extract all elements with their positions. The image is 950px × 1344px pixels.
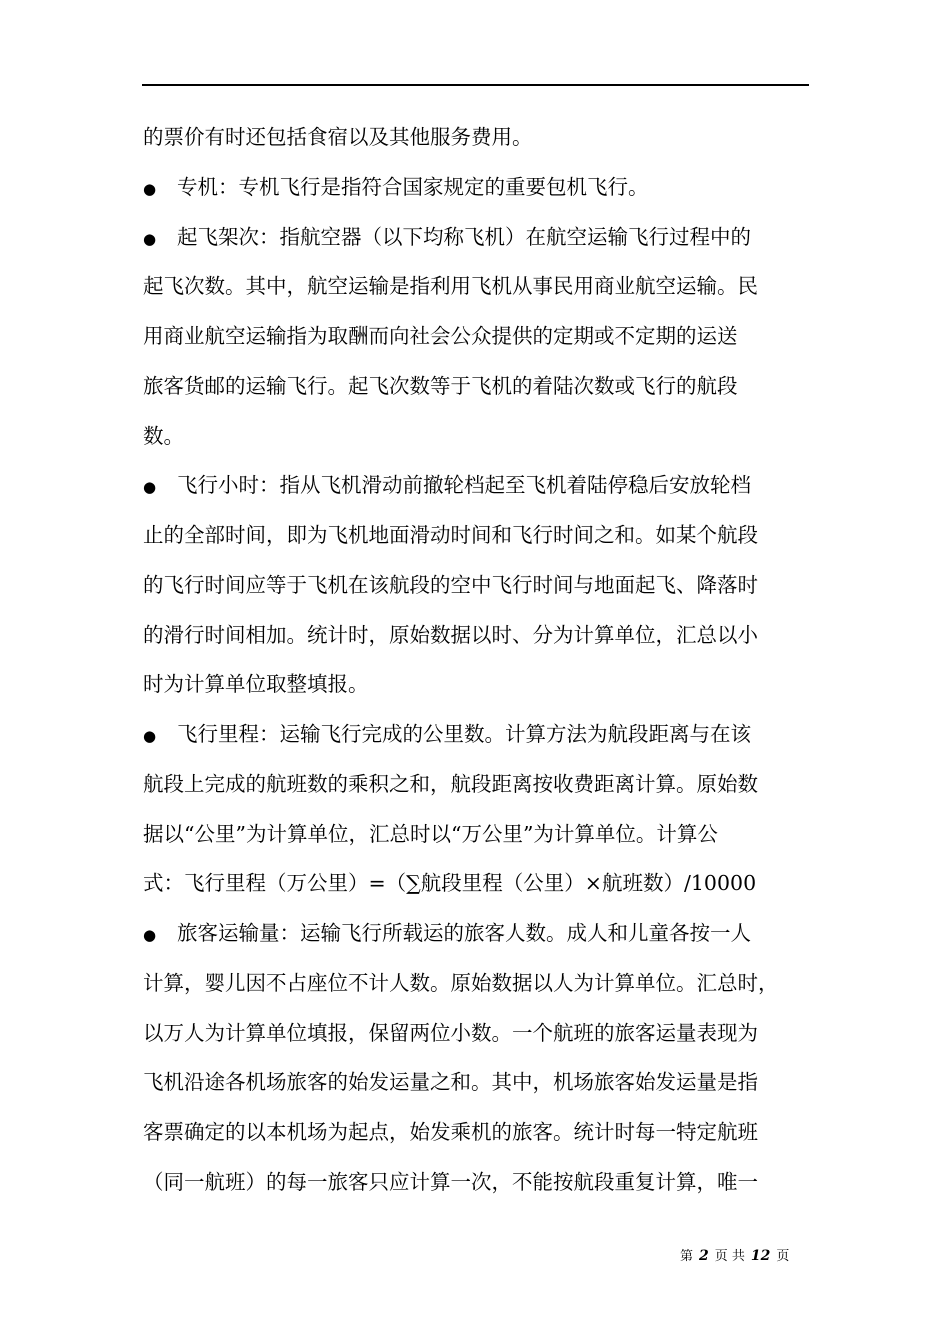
text-line: 旅客货邮的运输飞行。起飞次数等于飞机的着陆次数或飞行的航段 [143,373,738,398]
text-line: 计算，婴儿因不占座位不计人数。原始数据以人为计算单位。汇总时， [143,970,779,995]
bullet-icon: ● [143,926,157,944]
text-line: 据以“公里”为计算单位，汇总时以“万公里”为计算单位。计算公 [143,821,718,846]
bullet-item-text: 旅客运输量：运输飞行所载运的旅客人数。成人和儿童各按一人 [177,921,751,945]
bullet-icon: ● [143,478,157,497]
text-line: 飞机沿途各机场旅客的始发运量之和。其中，机场旅客始发运量是指 [143,1070,758,1095]
bullet-item-text: 飞行小时：指从飞机滑动前撤轮档起至飞机着陆停稳后安放轮档 [177,473,751,498]
text-line: 以万人为计算单位填报，保留两位小数。一个航班的旅客运量表现为 [143,1020,758,1045]
bullet-item [143,163,809,213]
document-body [143,113,809,1208]
page-footer [680,1245,810,1267]
text-line: 航段上完成的航班数的乘积之和，航段距离按收费距离计算。原始数 [143,771,758,796]
footer-middle: 页 共 [714,1249,745,1264]
footer-suffix: 页 [776,1249,790,1264]
bullet-item [143,213,809,263]
bullet-item-text: 专机：专机飞行是指符合国家规定的重要包机飞行。 [177,174,649,199]
bullet-item [143,710,809,760]
bullet-icon: ● [143,727,157,745]
text-line: 的票价有时还包括食宿以及其他服务费用。 [143,125,533,149]
current-page-number: 2 [699,1248,709,1264]
bullet-icon: ● [143,229,157,248]
footer-prefix: 第 [680,1249,694,1264]
text-line: 止的全部时间，即为飞机地面滑动时间和飞行时间之和。如某个航段 [143,523,758,547]
total-pages-number: 12 [750,1248,771,1264]
bullet-item-text: 起飞架次：指航空器（以下均称飞机）在航空运输飞行过程中的 [177,224,751,249]
text-line: 的滑行时间相加。统计时，原始数据以时、分为计算单位，汇总以小 [143,622,758,647]
bullet-icon: ● [143,179,157,198]
text-line: （同一航班）的每一旅客只应计算一次，不能按航段重复计算，唯一 [143,1169,758,1194]
header-rule [142,84,809,86]
text-line: 用商业航空运输指为取酬而向社会公众提供的定期或不定期的运送 [143,324,738,348]
text-line: 的飞行时间应等于飞机在该航段的空中飞行时间与地面起飞、降落时 [143,572,758,597]
bullet-item [143,461,809,511]
text-line: 式：飞行里程（万公里）=（∑航段里程（公里）×航班数）/10000 [143,871,757,896]
text-line: 数。 [143,423,184,448]
text-line: 起飞次数。其中，航空运输是指利用飞机从事民用商业航空运输。民 [143,274,758,299]
bullet-item [143,909,809,959]
text-line: 时为计算单位取整填报。 [143,672,369,697]
text-line: 客票确定的以本机场为起点，始发乘机的旅客。统计时每一特定航班 [143,1120,758,1144]
bullet-item-text: 飞行里程：运输飞行完成的公里数。计算方法为航段距离与在该 [177,722,751,746]
